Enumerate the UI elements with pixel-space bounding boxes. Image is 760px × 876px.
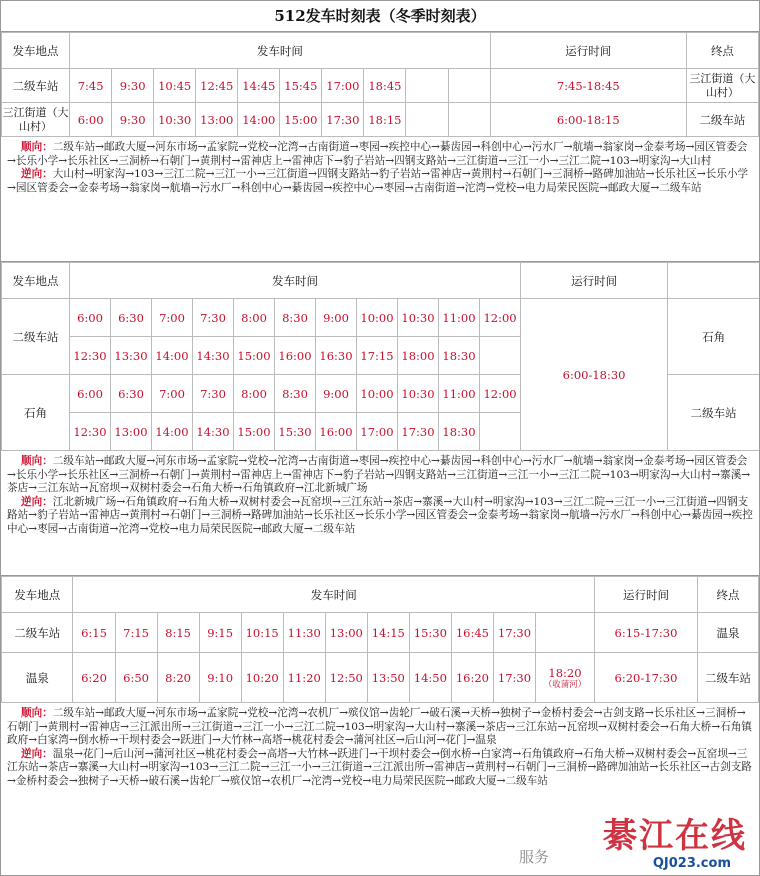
departure-time: 8:20 [157,653,199,703]
empty-cell [406,69,448,103]
departure-time: 14:45 [238,69,280,103]
departure-time: 14:00 [152,413,193,451]
departure-time: 7:30 [193,375,234,413]
departure-time: 7:00 [152,375,193,413]
empty-cell [406,103,448,137]
departure-time: 8:15 [157,613,199,653]
departure-time: 15:00 [280,103,322,137]
departure-time: 8:30 [275,299,316,337]
forward-label: 顺向： [21,141,53,153]
departure-time: 17:30 [398,413,439,451]
header-time: 发车时间 [73,577,595,613]
run-time: 6:20-17:30 [594,653,697,703]
departure-time: 10:30 [154,103,196,137]
header-station: 发车地点 [2,577,73,613]
header-station: 发车地点 [2,33,70,69]
departure-time: 14:15 [367,613,409,653]
departure-time: 12:30 [70,337,111,375]
reverse-label: 逆向： [21,747,53,760]
forward-label: 顺向： [21,455,53,467]
departure-time: 10:30 [398,375,439,413]
departure-time: 7:45 [70,69,112,103]
departure-time: 6:50 [115,653,157,703]
reverse-route: 温泉→花门→后山河→蒲河社区→桃花村委会→高塔→大竹林→跃进门→干坝村委会→倒水桥→白家湾→石角镇政府→石角大桥→双树村委会→瓦窑坝→三江东站→茶店→寨溪→大山村→明家沟→103→三江二院→三江一小→三江街道→三江派出所→雷神店→黄荆村→石朝门→三洞桥→路碑加油站→长乐社区→古剑支路→金桥村委会→独树子→天桥→破石溪→齿轮厂→殡仪馆→农机厂→沱湾→党校→电力局荣民医院→邮政大厦→二级车站 [7,747,752,787]
departure-time: 12:00 [480,299,521,337]
departure-time: 14:30 [193,337,234,375]
departure-time: 12:00 [480,375,521,413]
departure-time: 6:00 [70,375,111,413]
header-end: 终点 [697,577,758,613]
departure-time: 18:00 [398,337,439,375]
departure-time: 15:30 [275,413,316,451]
watermark-url: QJ023.com [652,856,731,871]
departure-time: 16:20 [451,653,493,703]
station-cell: 三江街道（大山村） [2,103,70,137]
empty-cell [448,69,490,103]
extra-departure [535,653,594,703]
reverse-route: 大山村→明家沟→103→三江二院→三江一小→三江街道→四钢支路站→豹子岩站→雷神店→黄荆村→石朝门→三洞桥→路碑加油站→长乐社区→长乐小学→园区管委会→金泰考场→翁家岗→航墙→污水厂→科创中心→綦齿园→疾控中心→枣园→古南街道→沱湾→党校→电力局荣民医院→邮政大厦→二级车站 [7,168,749,194]
departure-time: 9:30 [112,103,154,137]
departure-time: 6:20 [73,653,115,703]
end-station: 温泉 [697,613,758,653]
departure-time: 10:15 [241,613,283,653]
departure-time: 6:30 [111,375,152,413]
departure-time: 6:00 [70,299,111,337]
departure-time: 6:15 [73,613,115,653]
departure-time: 9:30 [112,69,154,103]
departure-time: 7:30 [193,299,234,337]
header-end: 终点 [686,33,758,69]
route-description-1 [1,137,759,262]
timetable-section-1 [1,32,759,137]
departure-time: 8:30 [275,375,316,413]
route-description-2 [1,451,759,576]
departure-time: 16:00 [275,337,316,375]
reverse-route: 江北新城广场→石角镇政府→石角大桥→双树村委会→瓦窑坝→三江东站→茶店→寨溪→大山村→明家沟→103→三江二院→三江一小→三江街道→四钢支路站→豹子岩站→雷神店→黄荆村→石朝门→三洞桥→路碑加油站→长乐社区→长乐小学→园区管委会→金泰考场→翁家岗→航墙→污水厂→科创中心→綦齿园→疾控中心→枣园→古南街道→沱湾→党校→电力局荣民医院→邮政大厦→二级车站 [7,495,753,535]
station-cell: 石角 [2,375,70,451]
departure-time: 17:00 [322,69,364,103]
departure-time: 14:00 [152,337,193,375]
watermark-service-text: 服务 [519,848,550,866]
run-time: 6:00-18:15 [490,103,686,137]
departure-time: 13:00 [111,413,152,451]
header-time: 发车时间 [70,33,491,69]
end-station: 二级车站 [686,103,758,137]
departure-time: 12:50 [325,653,367,703]
departure-time: 10:30 [398,299,439,337]
station-cell: 二级车站 [2,613,73,653]
empty-cell [668,263,760,299]
departure-time: 15:00 [234,337,275,375]
forward-route: 二级车站→邮政大厦→河东市场→孟家院→党校→沱湾→古南街道→枣园→疾控中心→綦齿园→科创中心→污水厂→航墙→翁家岗→金泰考场→园区管委会→长乐小学→长乐社区→三洞桥→石朝门→黄荆村→雷神店上→雷神店下→豹子岩站→四钢支路站→三江街道→三江一小→三江二院→103→明家沟→大山村→寨溪→茶店→三江东站→瓦窑坝→双树村委会→石角大桥→石角镇政府→江北新城广场 [7,455,751,494]
departure-time: 18:30 [439,413,480,451]
forward-label: 顺向： [21,707,53,719]
departure-time: 14:50 [409,653,451,703]
departure-time: 17:00 [357,413,398,451]
departure-time: 6:00 [70,103,112,137]
departure-time: 13:00 [196,103,238,137]
departure-time: 12:30 [70,413,111,451]
departure-time: 14:00 [238,103,280,137]
timetable-section-2 [1,262,760,451]
departure-time: 16:00 [316,413,357,451]
reverse-label: 逆向： [21,495,53,508]
departure-time: 7:15 [115,613,157,653]
header-run: 运行时间 [521,263,668,299]
departure-time: 15:00 [234,413,275,451]
empty-cell [535,613,594,653]
end-station: 石角 [668,299,760,375]
departure-time: 18:30 [439,337,480,375]
departure-time: 9:10 [199,653,241,703]
departure-time: 17:15 [357,337,398,375]
station-cell: 温泉 [2,653,73,703]
departure-time: 11:00 [439,299,480,337]
departure-time: 8:00 [234,375,275,413]
reverse-label: 逆向： [21,168,53,180]
station-cell: 二级车站 [2,299,70,375]
empty-cell [480,337,521,375]
departure-time: 11:30 [283,613,325,653]
forward-route: 二级车站→邮政大厦→河东市场→孟家院→党校→沱湾→古南街道→枣园→疾控中心→綦齿园→科创中心→污水厂→航墙→翁家岗→金泰考场→园区管委会→长乐小学→长乐社区→三洞桥→石朝门→黄荆村→雷神店上→雷神店下→豹子岩站→四钢支路站→三江街道→三江一小→三江二院→103→明家沟→大山村 [7,141,748,167]
departure-time: 10:20 [241,653,283,703]
departure-time: 9:00 [316,375,357,413]
timetable-section-3 [1,576,759,703]
departure-time: 17:30 [322,103,364,137]
header-run: 运行时间 [594,577,697,613]
station-cell: 二级车站 [2,69,70,103]
page-title: 512发车时刻表（冬季时刻表） [1,1,759,32]
departure-time: 13:30 [111,337,152,375]
departure-time: 17:30 [493,653,535,703]
header-station: 发车地点 [2,263,70,299]
departure-time: 10:45 [154,69,196,103]
extra-time: 18:20 [548,665,582,680]
departure-time: 14:30 [193,413,234,451]
watermark-brand: 綦江在线 [603,816,747,856]
header-time: 发车时间 [70,263,521,299]
departure-time: 16:30 [316,337,357,375]
departure-time: 12:45 [196,69,238,103]
departure-time: 18:15 [364,103,406,137]
departure-time: 16:45 [451,613,493,653]
departure-time: 6:30 [111,299,152,337]
end-station: 三江街道（大山村） [686,69,758,103]
departure-time: 10:00 [357,375,398,413]
extra-note: （收蒲河） [543,679,587,690]
header-run: 运行时间 [490,33,686,69]
run-time: 7:45-18:45 [490,69,686,103]
departure-time: 15:30 [409,613,451,653]
departure-time: 11:00 [439,375,480,413]
run-time: 6:00-18:30 [521,299,668,451]
end-station: 二级车站 [697,653,758,703]
departure-time: 18:45 [364,69,406,103]
departure-time: 17:30 [493,613,535,653]
end-station: 二级车站 [668,375,760,451]
departure-time: 9:15 [199,613,241,653]
departure-time: 7:00 [152,299,193,337]
departure-time: 11:20 [283,653,325,703]
forward-route: 二级车站→邮政大厦→河东市场→孟家院→党校→沱湾→农机厂→殡仪馆→齿轮厂→破石溪→天桥→独树子→金桥村委会→古剑支路→长乐社区→三洞桥→石朝门→黄荆村→雷神店→三江派出所→三江街道→三江一小→三江二院→103→明家沟→大山村→寨溪→茶店→三江东站→瓦窑坝→双树村委会→石角大桥→石角镇政府→白家湾→倒水桥→干坝村委会→跃进门→大竹林→高塔→桃花村委会→蒲河社区→后山河→花门→温泉 [7,707,752,746]
run-time: 6:15-17:30 [594,613,697,653]
departure-time: 8:00 [234,299,275,337]
departure-time: 15:45 [280,69,322,103]
departure-time: 10:00 [357,299,398,337]
empty-cell [480,413,521,451]
empty-cell [448,103,490,137]
departure-time: 13:00 [325,613,367,653]
departure-time: 13:50 [367,653,409,703]
departure-time: 9:00 [316,299,357,337]
